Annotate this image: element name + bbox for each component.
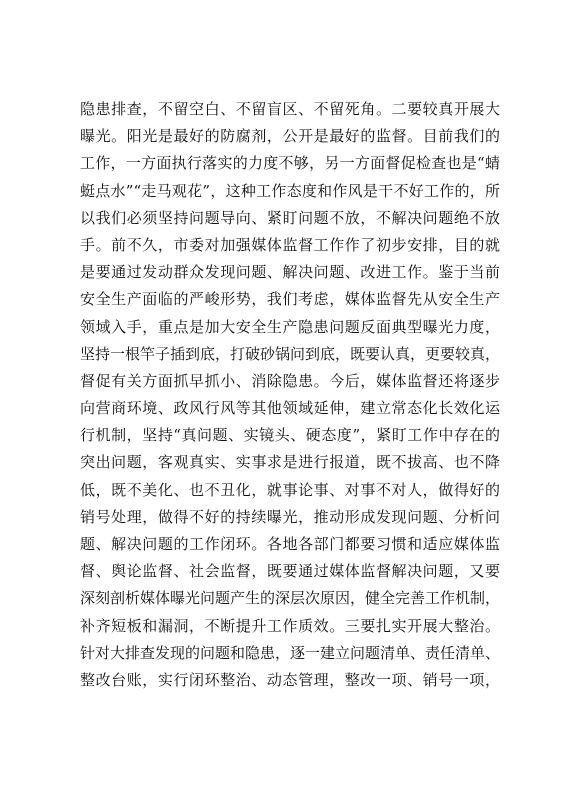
body-paragraph <box>80 96 500 694</box>
text-line: 曝光。阳光是最好的防腐剂，公开是最好的监督。目前我们的 <box>80 127 500 146</box>
text-line: 坚持一根竿子插到底，打破砂锅问到底，既要认真，更要较真， <box>80 344 501 363</box>
text-line: 督、舆论监督、社会监督，既要通过媒体监督解决问题，又要 <box>80 562 500 581</box>
text-line: 突出问题，客观真实、实事求是进行报道，既不拔高、也不降 <box>80 453 500 472</box>
text-line: 低，既不美化、也不丑化，就事论事、对事不对人，做得好的 <box>80 480 500 499</box>
text-line: 以我们必须坚持问题导向、紧盯问题不放，不解决问题绝不放 <box>80 208 500 227</box>
text-line: 补齐短板和漏洞，不断提升工作质效。三要扎实开展大整治。 <box>80 616 500 635</box>
text-line: 工作，一方面执行落实的力度不够，另一方面督促检查也是“蜻 <box>80 154 500 173</box>
text-line: 题、解决问题的工作闭环。各地各部门都要习惯和适应媒体监 <box>80 535 500 553</box>
text-line: 深刻剖析媒体曝光问题产生的深层次原因，健全完善工作机制， <box>80 589 501 608</box>
text-line: 整改台账，实行闭环整治、动态管理，整改一项、销号一项， <box>80 670 500 689</box>
text-line: 督促有关方面抓早抓小、消除隐患。今后，媒体监督还将逐步 <box>80 371 500 390</box>
text-line: 安全生产面临的严峻形势，我们考虑，媒体监督先从安全生产 <box>80 290 500 309</box>
text-line: 手。前不久，市委对加强媒体监督工作作了初步安排，目的就 <box>80 235 500 254</box>
text-line: 向营商环境、政风行风等其他领域延伸，建立常态化长效化运 <box>80 399 500 418</box>
text-line: 蜓点水”“走马观花”，这种工作态度和作风是干不好工作的，所 <box>80 181 500 200</box>
text-line: 领域入手，重点是加大安全生产隐患问题反面典型曝光力度， <box>80 317 500 336</box>
text-line: 针对大排查发现的问题和隐患，逐一建立问题清单、责任清单、 <box>80 643 501 662</box>
text-line: 销号处理，做得不好的持续曝光，推动形成发现问题、分析问 <box>80 507 500 526</box>
text-line: 行机制，坚持“真问题、实镜头、硬态度”，紧盯工作中存在的 <box>80 426 500 445</box>
text-line: 是要通过发动群众发现问题、解决问题、改进工作。鉴于当前 <box>80 263 500 282</box>
text-line: 隐患排查，不留空白、不留盲区、不留死角。二要较真开展大 <box>80 100 500 118</box>
